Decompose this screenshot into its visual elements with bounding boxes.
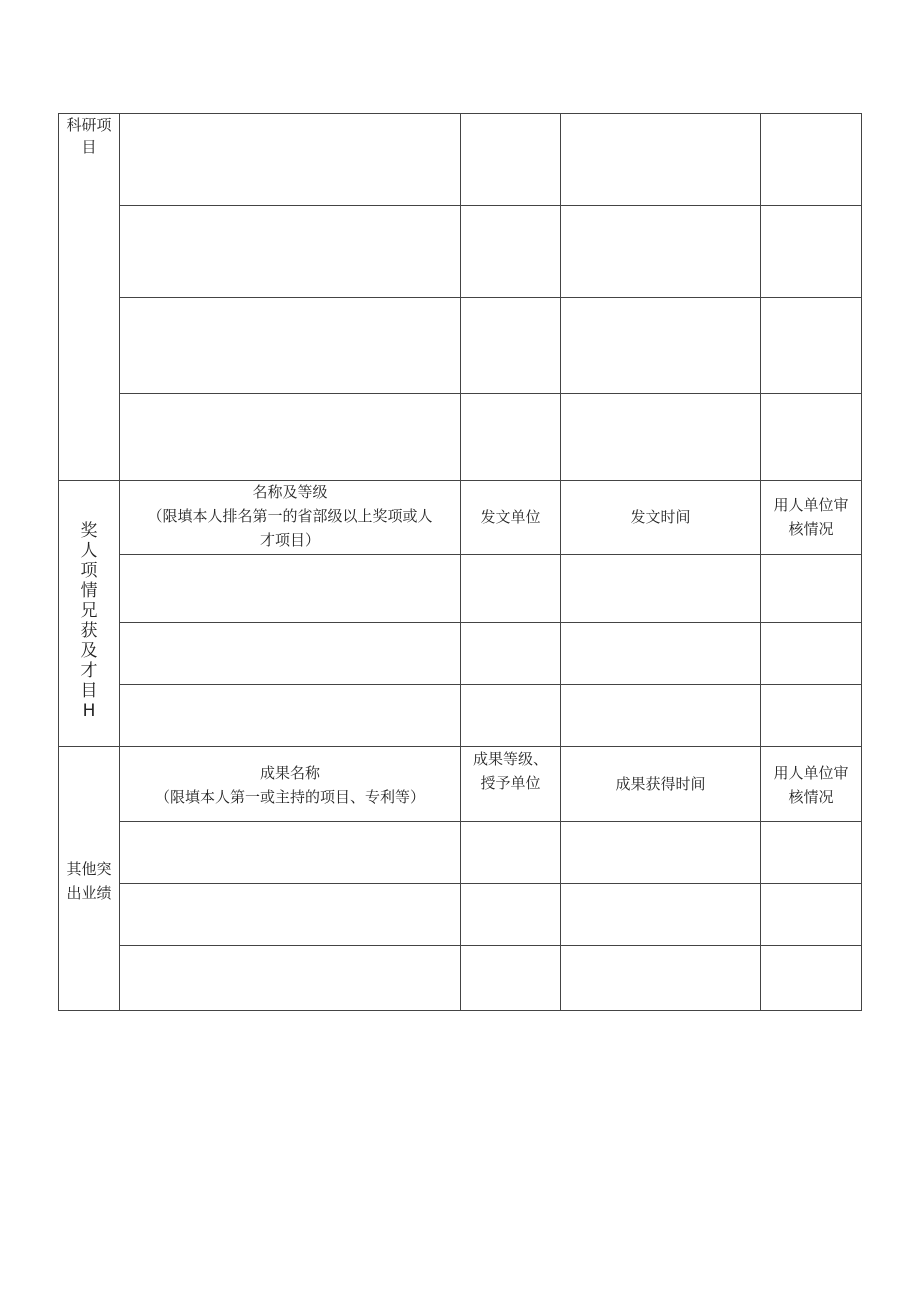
research-label-line1: 科研项 <box>66 116 112 134</box>
other-row-3[interactable] <box>120 946 861 1010</box>
application-form-table <box>58 113 862 1011</box>
other-header-review <box>761 761 861 809</box>
table-border-right <box>861 113 862 1011</box>
research-label-line2: 目 <box>81 138 97 156</box>
research-row-4[interactable] <box>120 394 861 480</box>
other-header-level-line1: 成果等级、 <box>472 750 548 768</box>
other-section-label <box>59 857 119 905</box>
other-label-line2: 出业绩 <box>66 884 112 902</box>
awards-header-review-line2: 核情况 <box>788 520 834 538</box>
awards-header-name <box>120 480 460 552</box>
awards-row-1[interactable] <box>120 555 861 622</box>
awards-header-issue-time: 发文时间 <box>630 508 691 526</box>
other-header-review-line2: 核情况 <box>788 788 834 806</box>
awards-header-name-line1: 名称及等级 <box>252 483 328 501</box>
other-row-1[interactable] <box>120 822 861 883</box>
awards-section-label: 奖人项情兄获及才目H <box>80 521 98 721</box>
other-header-name-line2: （限填本人第一或主持的项目、专利等） <box>154 788 425 806</box>
other-label-line1: 其他突 <box>66 860 112 878</box>
research-row-2[interactable] <box>120 206 861 297</box>
other-header-name-line1: 成果名称 <box>259 764 320 782</box>
section-separator <box>58 746 862 747</box>
other-row-2[interactable] <box>120 884 861 945</box>
awards-row-2[interactable] <box>120 623 861 684</box>
research-row-3[interactable] <box>120 298 861 393</box>
research-section-label <box>59 114 119 158</box>
awards-row-3[interactable] <box>120 685 861 746</box>
awards-header-name-line3: 才项目） <box>259 531 320 549</box>
awards-header-name-line2: （限填本人排名第一的省部级以上奖项或人 <box>147 507 433 525</box>
awards-header-issuer: 发文单位 <box>480 508 541 526</box>
other-header-level-line2: 授予单位 <box>480 774 541 792</box>
awards-header-review-line1: 用人单位审 <box>773 496 849 514</box>
research-row-1[interactable] <box>120 114 861 205</box>
other-header-name <box>120 761 460 809</box>
other-header-time: 成果获得时间 <box>615 775 706 793</box>
other-header-level <box>461 747 560 795</box>
other-header-review-line1: 用人单位审 <box>773 764 849 782</box>
awards-header-review <box>761 493 861 541</box>
